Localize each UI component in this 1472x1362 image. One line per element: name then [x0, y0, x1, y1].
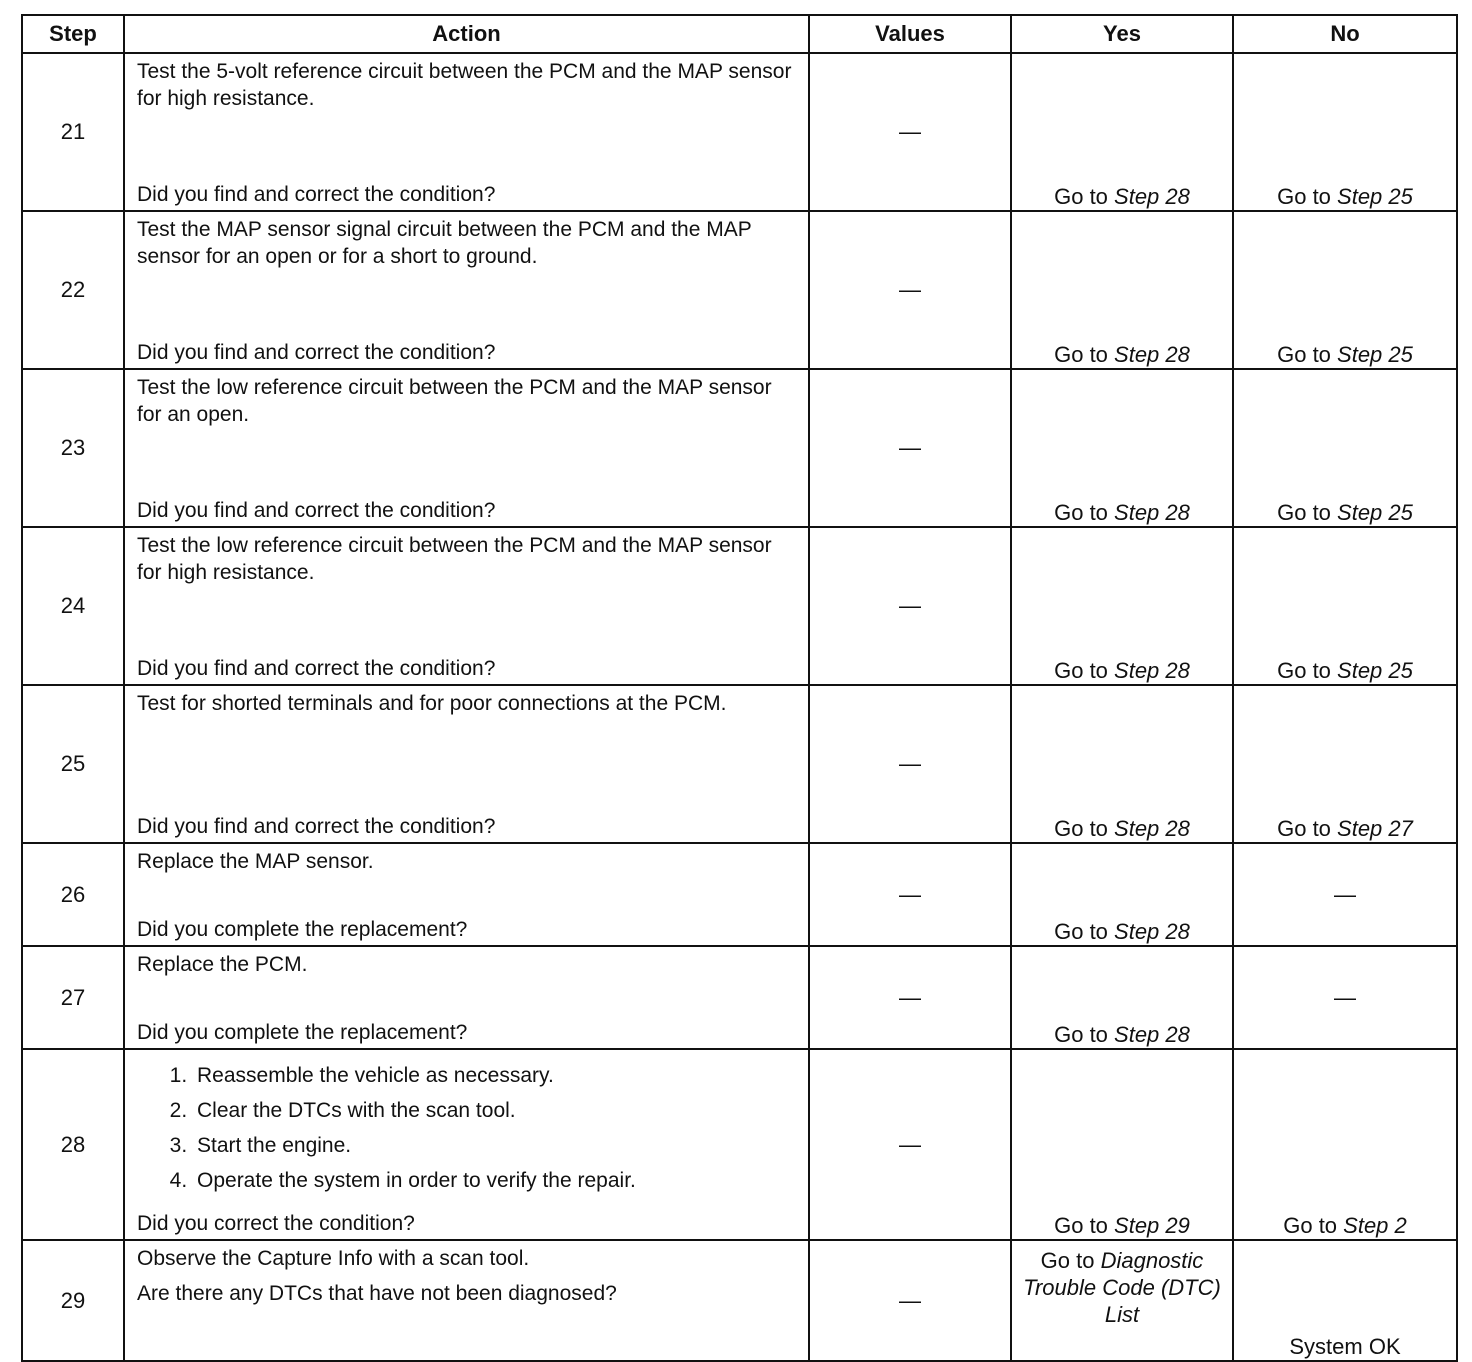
substep-item: 1. Reassemble the vehicle as necessary.: [193, 1058, 800, 1093]
no-cell: —: [1233, 843, 1457, 946]
action-question: Are there any DTCs that have not been diagnosed?: [137, 1282, 617, 1305]
yes-prefix: Go to: [1054, 500, 1115, 525]
header-values: Values: [809, 15, 1011, 53]
action-text: Test the 5-volt reference circuit between the PCM and the MAP sensor for high resistance.: [137, 60, 792, 110]
no-prefix: Go to: [1277, 500, 1338, 525]
step-number: 26: [22, 843, 124, 946]
action-question: Did you complete the replacement?: [137, 918, 468, 941]
no-step-link[interactable]: Step 2: [1343, 1213, 1407, 1238]
action-cell: [124, 843, 809, 946]
yes-cell: [1011, 843, 1233, 946]
header-row: [22, 15, 1457, 53]
yes-cell: [1011, 1049, 1233, 1240]
yes-dtc-list-link[interactable]: Diagnostic Trouble Code (DTC) List: [1023, 1248, 1221, 1327]
yes-cell: [1011, 946, 1233, 1049]
yes-prefix: Go to: [1054, 1022, 1115, 1047]
table-row: [22, 1049, 1457, 1240]
no-step-link[interactable]: Step 27: [1337, 816, 1413, 841]
step-number: 29: [22, 1240, 124, 1361]
yes-prefix: Go to: [1054, 919, 1115, 944]
table-row: [22, 685, 1457, 843]
table-row: [22, 946, 1457, 1049]
diagnostic-table: [21, 14, 1458, 1362]
yes-step-link[interactable]: Step 28: [1114, 500, 1190, 525]
step-number: 21: [22, 53, 124, 211]
values-cell: —: [809, 946, 1011, 1049]
action-question: Did you find and correct the condition?: [137, 499, 496, 522]
no-cell: [1233, 369, 1457, 527]
action-question: Did you find and correct the condition?: [137, 341, 496, 364]
header-step: Step: [22, 15, 124, 53]
table-row: [22, 369, 1457, 527]
action-question: Did you correct the condition?: [137, 1212, 415, 1235]
action-cell: [124, 685, 809, 843]
substep-item: 2. Clear the DTCs with the scan tool.: [193, 1093, 800, 1128]
values-cell: —: [809, 843, 1011, 946]
no-prefix: Go to: [1277, 342, 1338, 367]
action-cell: [124, 369, 809, 527]
action-cell: [124, 53, 809, 211]
action-cell: [124, 946, 809, 1049]
values-cell: —: [809, 1240, 1011, 1361]
action-text: Replace the PCM.: [137, 953, 308, 976]
action-text: Test the low reference circuit between the PCM and the MAP sensor for an open.: [137, 376, 772, 426]
step-number: 25: [22, 685, 124, 843]
values-cell: —: [809, 211, 1011, 369]
action-question: Did you find and correct the condition?: [137, 657, 496, 680]
action-cell: [124, 211, 809, 369]
action-cell: [124, 527, 809, 685]
action-cell: [124, 1240, 809, 1361]
table-row: [22, 1240, 1457, 1361]
action-text: Observe the Capture Info with a scan tool.: [137, 1247, 530, 1270]
yes-step-link[interactable]: Step 28: [1114, 919, 1190, 944]
yes-prefix: Go to: [1054, 184, 1115, 209]
yes-prefix: Go to: [1054, 1213, 1115, 1238]
substep-item: 4. Operate the system in order to verify the repair.: [193, 1163, 800, 1198]
yes-cell: [1011, 53, 1233, 211]
header-yes: Yes: [1011, 15, 1233, 53]
no-cell: [1233, 53, 1457, 211]
step-number: 23: [22, 369, 124, 527]
no-step-link[interactable]: Step 25: [1337, 184, 1413, 209]
table-row: [22, 211, 1457, 369]
no-cell: [1233, 1049, 1457, 1240]
action-text: Replace the MAP sensor.: [137, 850, 374, 873]
substep-list: [137, 1058, 800, 1198]
substep-item: 3. Start the engine.: [193, 1128, 800, 1163]
values-cell: —: [809, 685, 1011, 843]
yes-step-link[interactable]: Step 28: [1114, 184, 1190, 209]
action-text: Test the low reference circuit between the PCM and the MAP sensor for high resistance.: [137, 534, 772, 584]
yes-cell: [1011, 685, 1233, 843]
no-cell: System OK: [1233, 1240, 1457, 1361]
yes-step-link[interactable]: Step 28: [1114, 1022, 1190, 1047]
values-cell: —: [809, 1049, 1011, 1240]
no-prefix: Go to: [1277, 184, 1338, 209]
yes-prefix: Go to: [1040, 1248, 1101, 1273]
action-cell: [124, 1049, 809, 1240]
no-prefix: Go to: [1277, 816, 1338, 841]
yes-prefix: Go to: [1054, 816, 1115, 841]
table-row: [22, 53, 1457, 211]
step-number: 22: [22, 211, 124, 369]
step-number: 24: [22, 527, 124, 685]
no-prefix: Go to: [1277, 658, 1338, 683]
action-text: Test the MAP sensor signal circuit between the PCM and the MAP sensor for an open or for a short to ground.: [137, 218, 752, 268]
values-cell: —: [809, 53, 1011, 211]
yes-step-link[interactable]: Step 29: [1114, 1213, 1190, 1238]
yes-prefix: Go to: [1054, 342, 1115, 367]
no-step-link[interactable]: Step 25: [1337, 658, 1413, 683]
header-no: No: [1233, 15, 1457, 53]
yes-cell: [1011, 527, 1233, 685]
yes-prefix: Go to: [1054, 658, 1115, 683]
no-step-link[interactable]: Step 25: [1337, 342, 1413, 367]
no-cell: [1233, 211, 1457, 369]
no-step-link[interactable]: Step 25: [1337, 500, 1413, 525]
table-row: [22, 843, 1457, 946]
values-cell: —: [809, 527, 1011, 685]
step-number: 28: [22, 1049, 124, 1240]
action-question: Did you find and correct the condition?: [137, 815, 496, 838]
no-cell: [1233, 685, 1457, 843]
yes-cell: [1011, 369, 1233, 527]
yes-step-link[interactable]: Step 28: [1114, 342, 1190, 367]
table-row: [22, 527, 1457, 685]
yes-cell: [1011, 1240, 1233, 1361]
no-prefix: Go to: [1283, 1213, 1344, 1238]
yes-cell: [1011, 211, 1233, 369]
values-cell: —: [809, 369, 1011, 527]
action-question: Did you complete the replacement?: [137, 1021, 468, 1044]
step-number: 27: [22, 946, 124, 1049]
action-question: Did you find and correct the condition?: [137, 183, 496, 206]
action-text: Test for shorted terminals and for poor connections at the PCM.: [137, 692, 727, 715]
yes-step-link[interactable]: Step 28: [1114, 816, 1190, 841]
yes-step-link[interactable]: Step 28: [1114, 658, 1190, 683]
no-cell: —: [1233, 946, 1457, 1049]
header-action: Action: [124, 15, 809, 53]
no-cell: [1233, 527, 1457, 685]
